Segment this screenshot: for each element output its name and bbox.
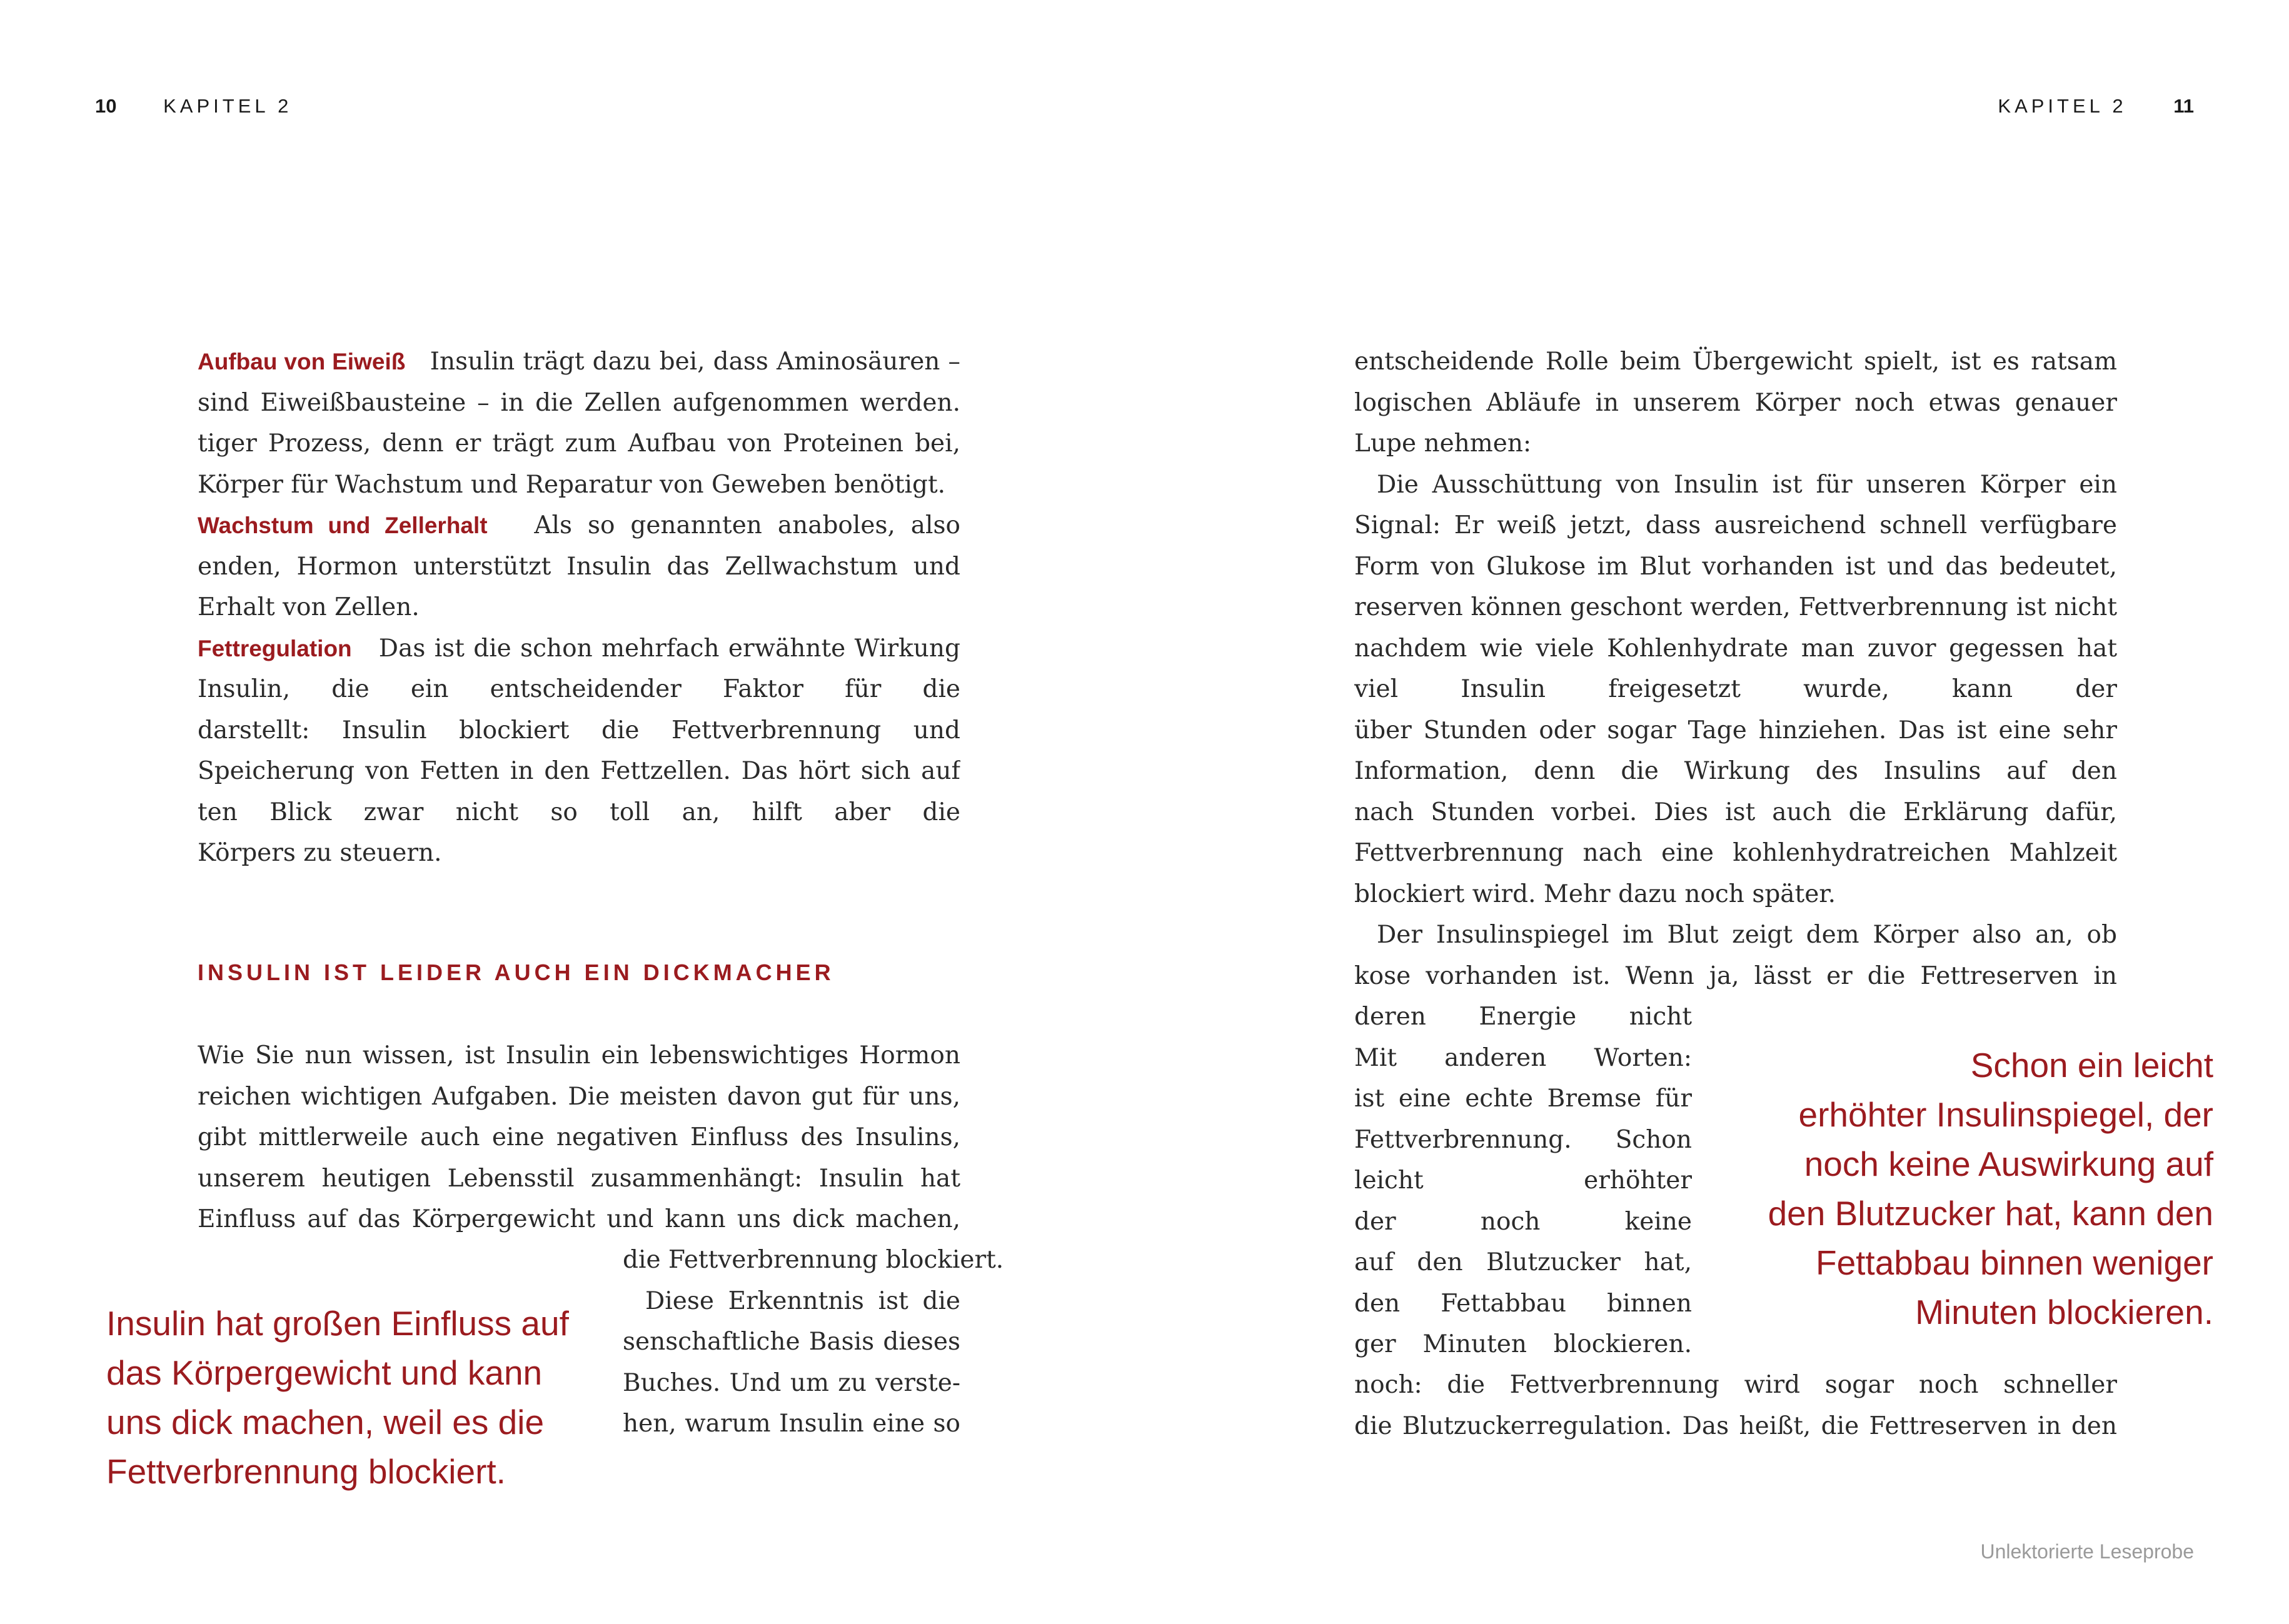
right-pull-quote: [1726, 1041, 2213, 1337]
text-line: viel Insulin freigesetzt wurde, kann der: [1354, 675, 2117, 703]
text-line: Körper für Wachstum und Reparatur von Geweben benötigt.: [198, 470, 946, 499]
footer-note: Unlektorierte Leseprobe: [1980, 1540, 2194, 1563]
text-line: deren Energie nicht: [1354, 1003, 1692, 1031]
right-body-top: [1354, 341, 2117, 996]
text-line: enden, Hormon unterstützt Insulin das Zellwachstum und: [198, 552, 960, 581]
text-line: auf den Blutzucker hat,: [1354, 1248, 1692, 1276]
pull-quote-line: Minuten blockieren.: [1915, 1293, 2213, 1331]
left-narrow-column: [623, 1240, 1004, 1445]
left-definitions: [198, 341, 960, 874]
text-line: darstellt: Insulin blockiert die Fettverbrennung und: [198, 716, 960, 744]
text-line: ist eine echte Bremse für: [1354, 1085, 1692, 1113]
text-line: tiger Prozess, denn er trägt zum Aufbau von Proteinen bei,: [198, 429, 960, 458]
pull-quote-line: Insulin hat großen Einfluss auf: [106, 1304, 569, 1343]
text-line: unserem heutigen Lebensstil zusammenhängt: Insulin hat: [198, 1164, 960, 1193]
right-running-head: [1998, 95, 2194, 118]
text-line: senschaftliche Basis dieses: [623, 1328, 960, 1356]
text-line: Die Ausschüttung von Insulin ist für unseren Körper ein: [1377, 470, 2117, 499]
text-line: Form von Glukose im Blut vorhanden ist und das bedeutet,: [1354, 552, 2117, 581]
pull-quote-line: erhöhter Insulinspiegel, der: [1798, 1095, 2213, 1134]
right-page-number: 11: [2173, 95, 2194, 117]
text-line: logischen Abläufe in unserem Körper noch etwas genauer: [1354, 388, 2117, 417]
right-chapter-label: KAPITEL 2: [1998, 95, 2127, 117]
pull-quote-line: Schon ein leicht: [1970, 1046, 2213, 1085]
pull-quote-line: noch keine Auswirkung auf: [1804, 1145, 2213, 1183]
run-in-heading: Aufbau von Eiweiß: [198, 349, 406, 374]
right-body-bottom: [1354, 1365, 2117, 1446]
left-running-head: [95, 95, 292, 118]
text-line: ger Minuten blockieren.: [1354, 1330, 1692, 1358]
text-line: die Blutzuckerregulation. Das heißt, die Fettreserven in den: [1354, 1411, 2117, 1440]
text-line: entscheidende Rolle beim Übergewicht spielt, ist es ratsam: [1354, 348, 2117, 376]
pull-quote-line: das Körpergewicht und kann: [106, 1353, 543, 1392]
text-line: Fettregulation Das ist die schon mehrfach erwähnte Wirkung: [198, 634, 960, 663]
section-heading: INSULIN IST LEIDER AUCH EIN DICKMACHER: [198, 960, 835, 985]
text-line: Diese Erkenntnis ist die: [645, 1286, 960, 1315]
text-line: Aufbau von Eiweiß Insulin trägt dazu bei, dass Aminosäuren –: [198, 348, 960, 376]
text-line: Mit anderen Worten:: [1354, 1043, 1692, 1072]
text-line: noch: die Fettverbrennung wird sogar noch schneller: [1354, 1371, 2117, 1399]
left-section-body: [198, 1035, 960, 1240]
text-line: Der Insulinspiegel im Blut zeigt dem Körper also an, ob: [1377, 921, 2117, 949]
text-line: nach Stunden vorbei. Dies ist auch die Erklärung dafür,: [1354, 798, 2117, 826]
text-line: Insulin, die ein entscheidender Faktor für die: [198, 675, 960, 703]
text-line: Fettverbrennung nach eine kohlenhydratreichen Mahlzeit: [1354, 839, 2117, 867]
text-line: Lupe nehmen:: [1354, 429, 1532, 458]
text-line: hen, warum Insulin eine so: [623, 1410, 960, 1438]
text-line: Wie Sie nun wissen, ist Insulin ein lebenswichtiges Hormon: [198, 1041, 960, 1070]
pull-quote-line: Fettabbau binnen weniger: [1815, 1243, 2213, 1282]
text-line: über Stunden oder sogar Tage hinziehen. Das ist eine sehr: [1354, 716, 2117, 744]
text-line: Buches. Und um zu verste-: [623, 1368, 960, 1397]
text-line: sind Eiweißbausteine – in die Zellen aufgenommen werden.: [198, 388, 960, 417]
pull-quote-line: uns dick machen, weil es die: [106, 1403, 545, 1441]
left-chapter-label: KAPITEL 2: [163, 95, 293, 117]
text-line: kose vorhanden ist. Wenn ja, lässt er die Fettreserven in: [1354, 961, 2117, 990]
text-line: blockiert wird. Mehr dazu noch später.: [1354, 880, 1836, 908]
text-line: leicht erhöhter: [1354, 1166, 1692, 1195]
text-line: Speicherung von Fetten in den Fettzellen. Das hört sich auf: [198, 757, 960, 785]
text-line: die Fettverbrennung blockiert.: [623, 1246, 1004, 1274]
pull-quote-line: den Blutzucker hat, kann den: [1768, 1194, 2213, 1233]
text-line: nachdem wie viele Kohlenhydrate man zuvor gegessen hat: [1354, 634, 2117, 663]
text-line: der noch keine: [1354, 1207, 1692, 1236]
text-line: den Fettabbau binnen: [1354, 1289, 1692, 1318]
text-line: gibt mittlerweile auch eine negativen Einfluss des Insulins,: [198, 1123, 960, 1151]
text-line: reichen wichtigen Aufgaben. Die meisten davon gut für uns,: [198, 1082, 960, 1111]
run-in-heading: Wachstum und Zellerhalt: [198, 513, 488, 538]
left-pull-quote: [106, 1299, 606, 1496]
text-line: Fettverbrennung. Schon: [1354, 1125, 1692, 1154]
pull-quote-line: Fettverbrennung blockiert.: [106, 1452, 506, 1491]
text-line: Information, denn die Wirkung des Insulins auf den: [1354, 757, 2117, 785]
text-line: Signal: Er weiß jetzt, dass ausreichend schnell verfügbare: [1354, 511, 2117, 539]
text-line: ten Blick zwar nicht so toll an, hilft aber die: [198, 798, 960, 826]
text-line: reserven können geschont werden, Fettverbrennung ist nicht: [1354, 593, 2117, 621]
text-line: Erhalt von Zellen.: [198, 593, 420, 621]
run-in-heading: Fettregulation: [198, 635, 352, 661]
text-line: Einfluss auf das Körpergewicht und kann uns dick machen,: [198, 1205, 960, 1233]
text-line: Körpers zu steuern.: [198, 839, 442, 867]
left-page-number: 10: [95, 95, 117, 117]
right-narrow-column: [1354, 996, 1692, 1365]
text-line: Wachstum und Zellerhalt Als so genannten anaboles, also: [198, 511, 960, 539]
